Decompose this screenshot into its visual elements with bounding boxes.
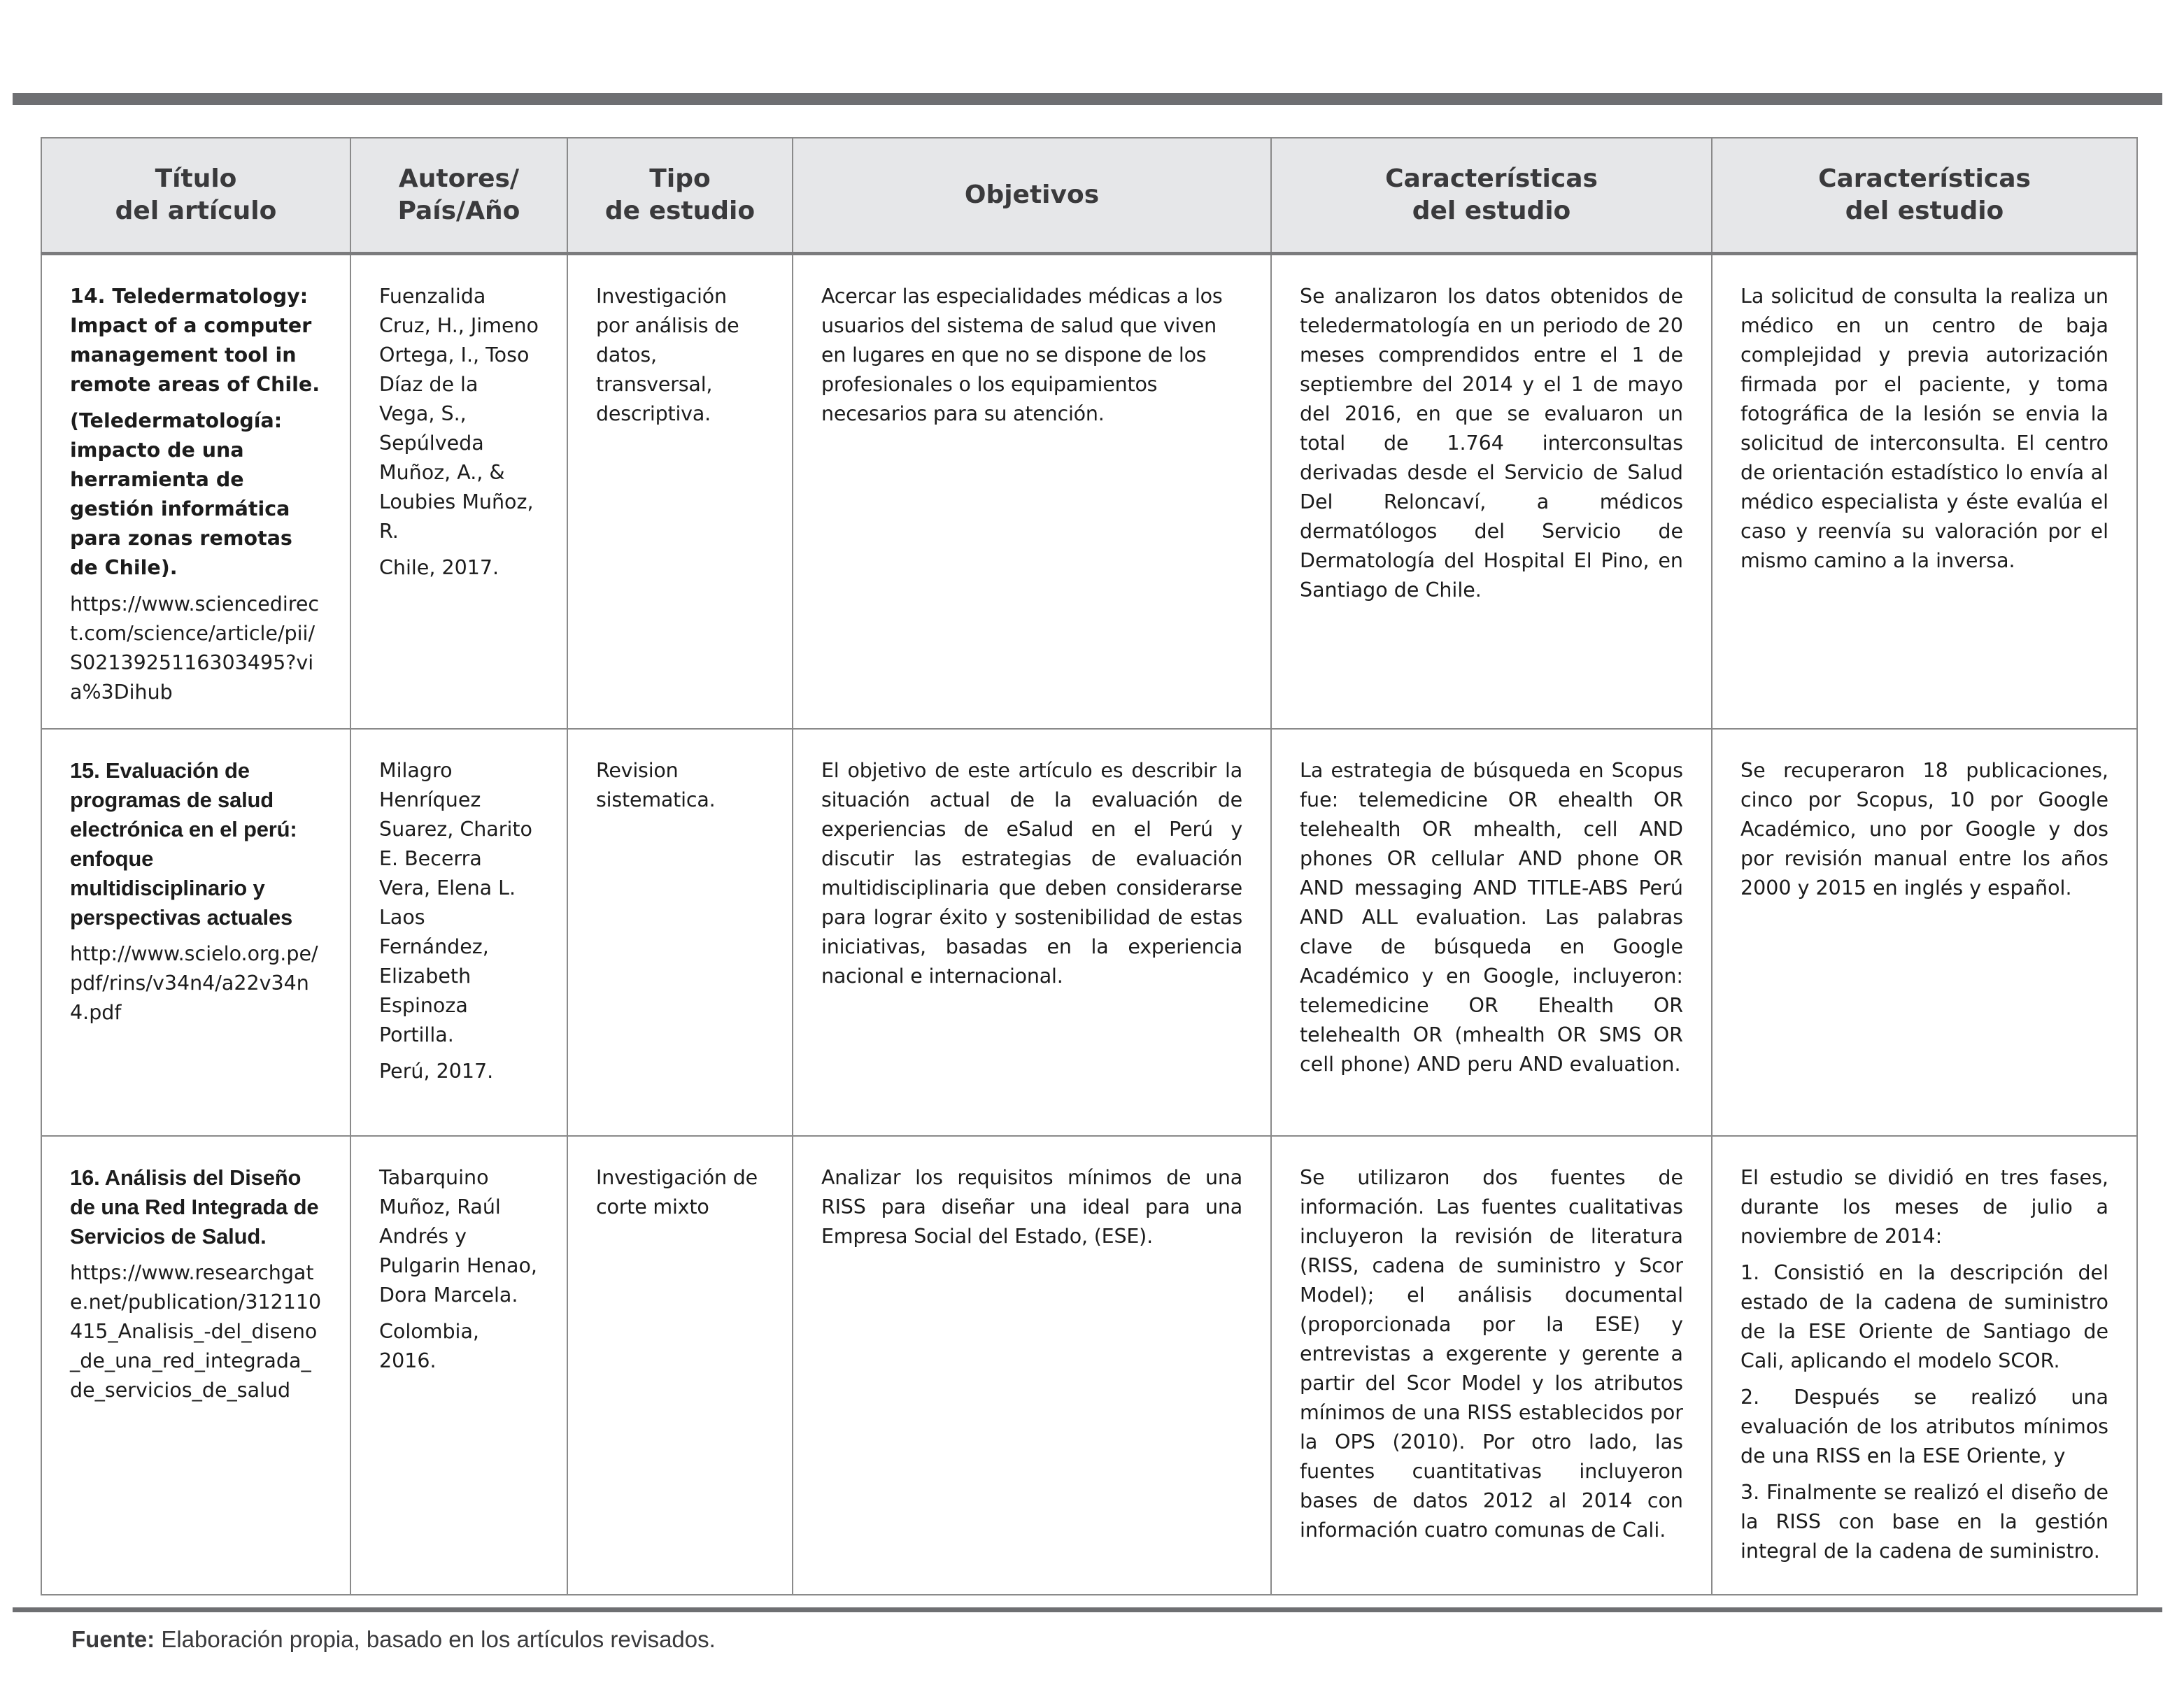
cell-characteristics-1: Se utilizaron dos fuentes de información. Las fuentes cualitativas incluyeron la revisión de literatura (RISS, cadena de suministro y Scor Model); el análisis documental (proporcionada por la ESE) y entrevistas a exgerente y gerente a partir del Scor Model y los atributos mínimos de una RISS establecidos por la OPS (2010). Por otro lado, las fuentes cuantitativas incluyeron bases de datos 2012 al 2014 con información cuatro comunas de Cali. bbox=[1271, 1136, 1712, 1595]
table-row bbox=[41, 254, 2137, 730]
cell-objectives: Acercar las especialidades médicas a los usuarios del sistema de salud que viven en lugares en que no se dispone de los profesionales o los equipamientos necesarios para su atención. bbox=[793, 254, 1271, 730]
characteristics-phase-2: 2. Después se realizó una evaluación de los atributos mínimos de una RISS en la ESE Oriente, y bbox=[1740, 1386, 2108, 1467]
table-row bbox=[41, 1136, 2137, 1595]
article-title-en: 14. Teledermatology: Impact of a computer management tool in remote areas of Chile. bbox=[70, 285, 320, 396]
authors: Milagro Henríquez Suarez, Charito E. Becerra Vera, Elena L. Laos Fernández, Elizabeth Espinoza Portilla. bbox=[379, 759, 532, 1046]
bottom-divider-bar bbox=[13, 1607, 2162, 1612]
literature-review-table bbox=[41, 137, 2138, 1595]
characteristics-paragraph: La solicitud de consulta la realiza un médico en un centro de baja complejidad y previa autorización firmada por el paciente, y toma fotográfica de la lesión se envia la solicitud de interconsulta. El centro de orientación estadístico lo envía al médico especialista y éste evalúa el caso y reenvía su valoración por el mismo camino a la inversa. bbox=[1740, 285, 2108, 572]
cell-authors bbox=[350, 254, 567, 730]
header-autores: Autores/ País/Año bbox=[350, 138, 567, 254]
characteristics-paragraph: Se recuperaron 18 publicaciones, cinco por Scopus, 10 por Google Académico, uno por Google y dos por revisión manual entre los años 2000 y 2015 en inglés y español. bbox=[1740, 759, 2108, 900]
article-url[interactable]: http://www.scielo.org.pe/pdf/rins/v34n4/a22v34n4.pdf bbox=[70, 942, 318, 1024]
authors: Fuenzalida Cruz, H., Jimeno Ortega, I., Toso Díaz de la Vega, S., Sepúlveda Muñoz, A., & Loubies Muñoz, R. bbox=[379, 285, 539, 543]
characteristics-paragraph: El estudio se dividió en tres fases, durante los meses de julio a noviembre de 2014: bbox=[1740, 1166, 2108, 1248]
article-title-es: (Teledermatología: impacto de una herramienta de gestión informática para zonas remotas de Chile). bbox=[70, 409, 292, 579]
article-title-en: 16. Análisis del Diseño de una Red Integrada de Servicios de Salud. bbox=[70, 1165, 319, 1249]
header-objetivos: Objetivos bbox=[793, 138, 1271, 254]
characteristics-phase-3: 3. Finalmente se realizó el diseño de la RISS con base en la gestión integral de la cadena de suministro. bbox=[1740, 1481, 2108, 1563]
source-note bbox=[71, 1626, 716, 1653]
table-row bbox=[41, 729, 2137, 1136]
top-divider-bar bbox=[13, 93, 2162, 105]
cell-objectives: Analizar los requisitos mínimos de una RISS para diseñar una ideal para una Empresa Social del Estado, (ESE). bbox=[793, 1136, 1271, 1595]
cell-characteristics-2 bbox=[1712, 254, 2137, 730]
characteristics-phase-1: 1. Consistió en la descripción del estado de la cadena de suministro de la ESE Oriente de Santiago de Cali, aplicando el modelo SCOR. bbox=[1740, 1261, 2108, 1372]
country-year: Chile, 2017. bbox=[379, 556, 499, 579]
country-year: Colombia, 2016. bbox=[379, 1320, 479, 1372]
article-title-en: 15. Evaluación de programas de salud electrónica en el perú: enfoque multidisciplinario y perspectivas actuales bbox=[70, 758, 297, 930]
cell-characteristics-2 bbox=[1712, 729, 2137, 1136]
article-url[interactable]: https://www.researchgate.net/publication/312110415_Analisis_-del_diseno_de_una_red_integrada_de_servicios_de_salud bbox=[70, 1261, 322, 1402]
source-label: Fuente: bbox=[71, 1626, 155, 1652]
cell-characteristics-1: Se analizaron los datos obtenidos de teledermatología en un periodo de 20 meses comprendidos entre el 1 de septiembre del 2014 y el 1 de mayo del 2016, en que se evaluaron un total de 1.764 interconsultas derivadas desde el Servicio de Salud Del Reloncaví, a médicos dermatólogos del Servicio de Dermatología del Hospital El Pino, en Santiago de Chile. bbox=[1271, 254, 1712, 730]
cell-title bbox=[41, 729, 350, 1136]
header-caracteristicas-1: Características del estudio bbox=[1271, 138, 1712, 254]
cell-characteristics-2 bbox=[1712, 1136, 2137, 1595]
cell-title bbox=[41, 254, 350, 730]
source-text: Elaboración propia, basado en los artículos revisados. bbox=[155, 1626, 716, 1652]
cell-objectives: El objetivo de este artículo es describir la situación actual de la evaluación de experiencias de eSalud en el Perú y discutir las estrategias de evaluación multidisciplinaria que deben considerarse para lograr éxito y sostenibilidad de estas iniciativas, basadas en la experiencia nacional e internacional. bbox=[793, 729, 1271, 1136]
cell-study-type: Investigación por análisis de datos, transversal, descriptiva. bbox=[567, 254, 793, 730]
header-tipo: Tipo de estudio bbox=[567, 138, 793, 254]
cell-authors bbox=[350, 1136, 567, 1595]
cell-study-type: Investigación de corte mixto bbox=[567, 1136, 793, 1595]
header-caracteristicas-2: Características del estudio bbox=[1712, 138, 2137, 254]
cell-authors bbox=[350, 729, 567, 1136]
cell-characteristics-1: La estrategia de búsqueda en Scopus fue: telemedicine OR ehealth OR telehealth OR mhealth, cell AND phones OR cellular AND phone OR AND messaging AND TITLE-ABS Perú AND ALL evaluation. Las palabras clave de búsqueda en Google Académico y en Google, incluyeron: telemedicine OR Ehealth OR telehealth OR (mhealth OR SMS OR cell phone) AND peru AND evaluation. bbox=[1271, 729, 1712, 1136]
header-titulo: Título del artículo bbox=[41, 138, 350, 254]
table-header-row bbox=[41, 138, 2137, 254]
authors: Tabarquino Muñoz, Raúl Andrés y Pulgarin Henao, Dora Marcela. bbox=[379, 1166, 537, 1307]
country-year: Perú, 2017. bbox=[379, 1060, 494, 1083]
cell-title bbox=[41, 1136, 350, 1595]
article-url[interactable]: https://www.sciencedirect.com/science/article/pii/S0213925116303495?via%3Dihub bbox=[70, 592, 320, 704]
cell-study-type: Revision sistematica. bbox=[567, 729, 793, 1136]
